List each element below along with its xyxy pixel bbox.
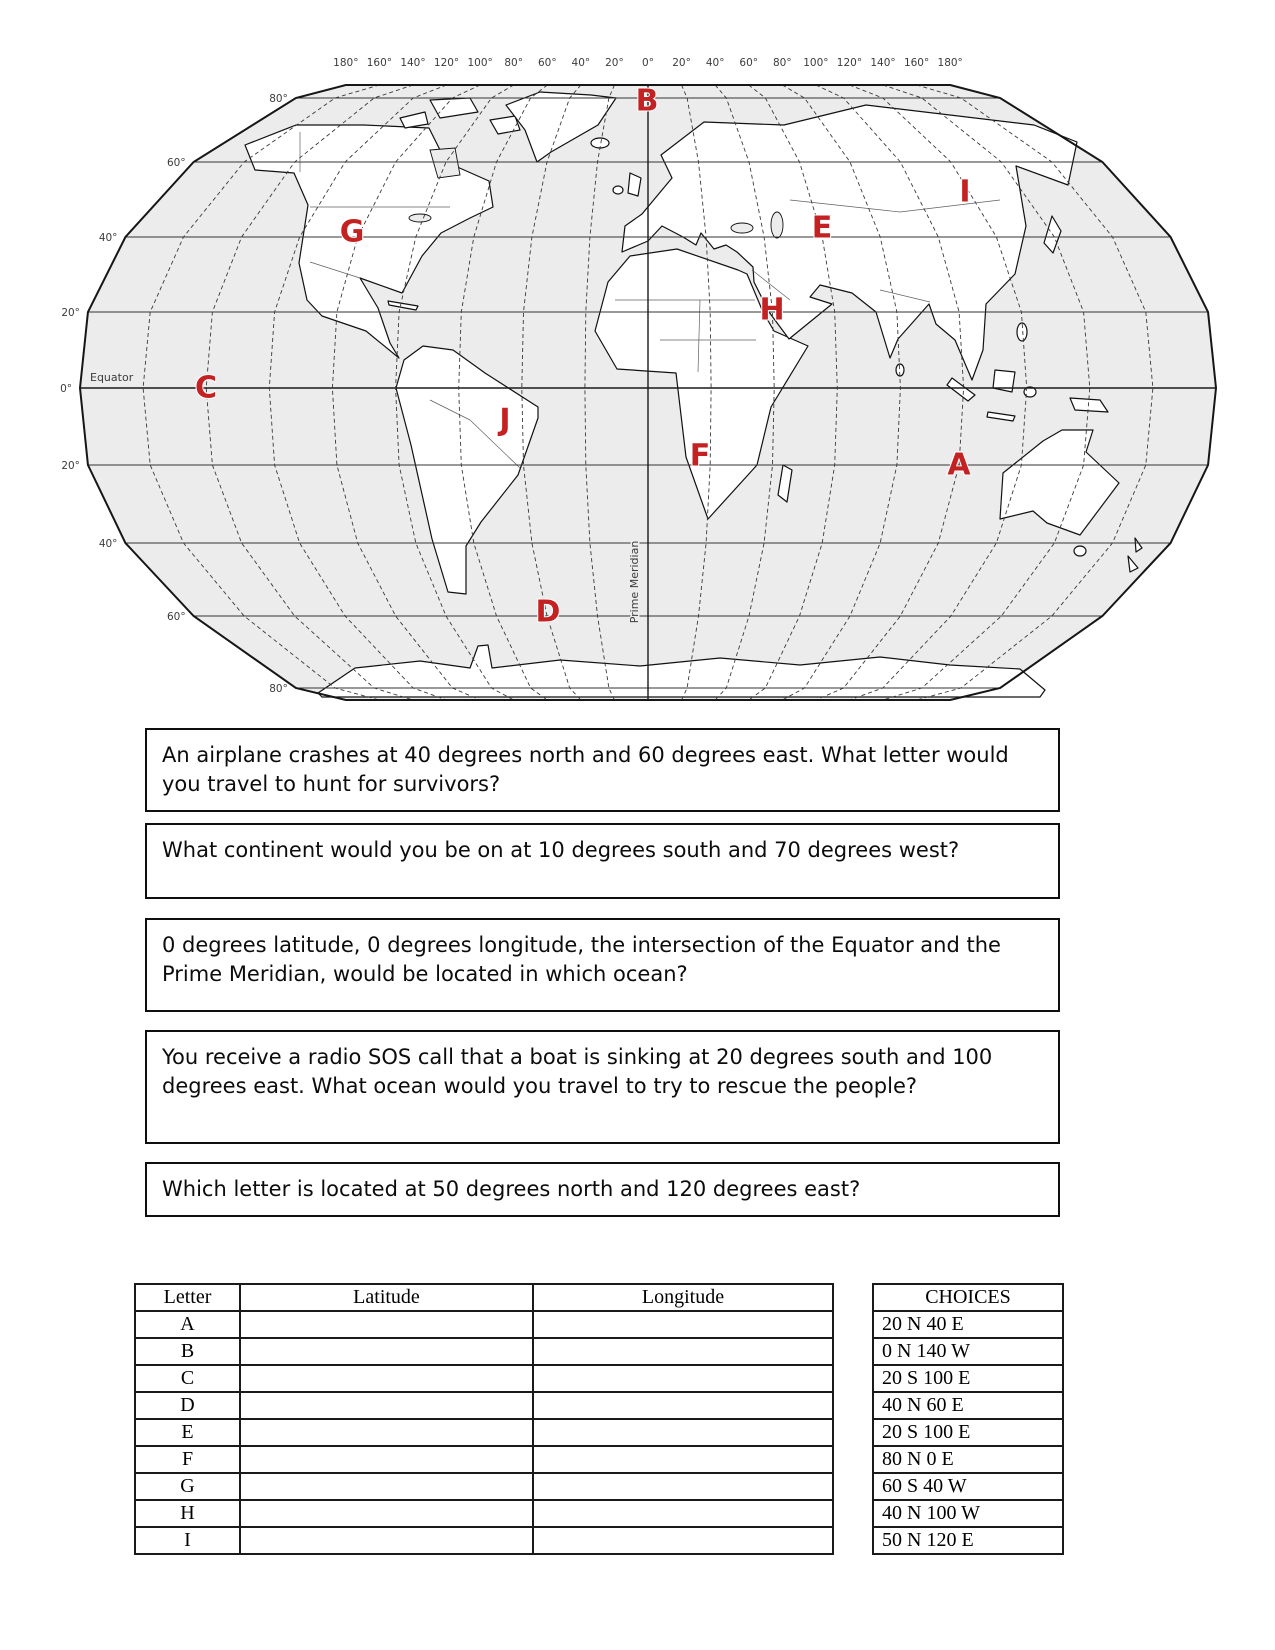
latitude-label: 20° <box>61 307 80 319</box>
longitude-blank-cell <box>533 1392 833 1419</box>
longitude-label: 100° <box>467 57 493 69</box>
map-letter-B: B <box>635 83 659 119</box>
choice-cell: 20 S 100 E <box>873 1365 1063 1392</box>
longitude-label: 120° <box>433 57 460 69</box>
answer-row-D <box>135 1392 833 1419</box>
longitude-label: 140° <box>400 57 426 69</box>
answer-row-E <box>135 1419 833 1446</box>
letter-cell: D <box>135 1392 240 1419</box>
ireland <box>613 186 623 194</box>
choice-row <box>873 1527 1063 1554</box>
latitude-blank-cell <box>240 1392 533 1419</box>
longitude-label: 40° <box>571 57 591 69</box>
letter-cell: H <box>135 1500 240 1527</box>
map-letter-H: H <box>759 292 785 328</box>
question-text: You receive a radio SOS call that a boat is sinking at 20 degrees south and 100 degrees east. What ocean would you travel to try to rescue the people? <box>162 1045 993 1098</box>
longitude-blank-cell <box>533 1473 833 1500</box>
question-box-3 <box>145 918 1060 1012</box>
longitude-label: 160° <box>366 57 393 69</box>
answer-row-A <box>135 1311 833 1338</box>
question-text: What continent would you be on at 10 degrees south and 70 degrees west? <box>162 838 960 862</box>
question-box-5 <box>145 1162 1060 1217</box>
question-box-4 <box>145 1030 1060 1144</box>
choice-cell: 50 N 120 E <box>873 1527 1063 1554</box>
question-box-1 <box>145 728 1060 812</box>
answer-row-C <box>135 1365 833 1392</box>
black-sea <box>731 223 753 233</box>
map-letter-C: C <box>194 370 218 406</box>
choice-cell: 60 S 40 W <box>873 1473 1063 1500</box>
map-letter-I: I <box>959 174 971 210</box>
answer-table-header-row <box>135 1284 833 1311</box>
prime-meridian-label: Prime Meridian <box>628 540 641 624</box>
longitude-label: 100° <box>803 57 829 69</box>
choice-row <box>873 1473 1063 1500</box>
equator-label: Equator <box>90 371 134 384</box>
answer-table <box>134 1283 834 1555</box>
choice-row <box>873 1419 1063 1446</box>
caspian-sea <box>771 212 783 238</box>
choice-row <box>873 1500 1063 1527</box>
letter-cell: I <box>135 1527 240 1554</box>
latitude-label: 20° <box>61 460 80 472</box>
longitude-blank-cell <box>533 1419 833 1446</box>
latitude-blank-cell <box>240 1311 533 1338</box>
longitude-label: 60° <box>537 57 557 69</box>
letter-cell: B <box>135 1338 240 1365</box>
map-letter-A: A <box>947 447 971 483</box>
answer-row-I <box>135 1527 833 1554</box>
question-text: Which letter is located at 50 degrees north and 120 degrees east? <box>162 1177 861 1201</box>
choice-row <box>873 1338 1063 1365</box>
tasmania <box>1074 546 1086 556</box>
choice-cell: 20 S 100 E <box>873 1419 1063 1446</box>
longitude-blank-cell <box>533 1446 833 1473</box>
question-text: 0 degrees latitude, 0 degrees longitude, the intersection of the Equator and the Prime Meridian, would be located in which ocean? <box>162 933 1001 986</box>
longitude-label: 180° <box>937 57 963 69</box>
latitude-blank-cell <box>240 1446 533 1473</box>
longitude-blank-cell <box>533 1527 833 1554</box>
choice-row <box>873 1365 1063 1392</box>
longitude-blank-cell <box>533 1338 833 1365</box>
world-map <box>0 0 1275 720</box>
choice-cell: 40 N 60 E <box>873 1392 1063 1419</box>
latitude-label: 40° <box>98 538 118 550</box>
latitude-label: 0° <box>60 383 72 395</box>
letter-cell: A <box>135 1311 240 1338</box>
question-text: An airplane crashes at 40 degrees north and 60 degrees east. What letter would you travel to hunt for survivors? <box>162 743 1009 796</box>
longitude-label: 80° <box>504 57 524 69</box>
letter-cell: F <box>135 1446 240 1473</box>
choice-cell: 20 N 40 E <box>873 1311 1063 1338</box>
longitude-label: 80° <box>772 57 792 69</box>
longitude-label: 60° <box>739 57 759 69</box>
latitude-label: 60° <box>166 611 186 623</box>
latitude-label: 80° <box>269 683 288 695</box>
column-header-latitude: Latitude <box>240 1284 533 1311</box>
map-letter-E: E <box>811 210 833 246</box>
map-letter-G: G <box>339 214 365 250</box>
question-box-2 <box>145 823 1060 899</box>
map-letter-F: F <box>689 438 711 474</box>
longitude-label: 0° <box>642 57 654 69</box>
choice-row <box>873 1392 1063 1419</box>
latitude-blank-cell <box>240 1473 533 1500</box>
longitude-label: 160° <box>903 57 930 69</box>
answer-row-H <box>135 1500 833 1527</box>
choice-cell: 80 N 0 E <box>873 1446 1063 1473</box>
column-header-letter: Letter <box>135 1284 240 1311</box>
longitude-label: 180° <box>333 57 359 69</box>
answer-row-F <box>135 1446 833 1473</box>
choice-cell: 40 N 100 W <box>873 1500 1063 1527</box>
choices-table <box>872 1283 1064 1555</box>
latitude-label: 60° <box>166 157 186 169</box>
choice-cell: 0 N 140 W <box>873 1338 1063 1365</box>
choice-row <box>873 1311 1063 1338</box>
letter-cell: C <box>135 1365 240 1392</box>
latitude-label: 80° <box>269 93 288 105</box>
latitude-blank-cell <box>240 1365 533 1392</box>
letter-cell: G <box>135 1473 240 1500</box>
longitude-label: 40° <box>705 57 725 69</box>
map-letter-D: D <box>535 594 561 630</box>
choices-header-row <box>873 1284 1063 1311</box>
longitude-blank-cell <box>533 1500 833 1527</box>
latitude-blank-cell <box>240 1338 533 1365</box>
letter-cell: E <box>135 1419 240 1446</box>
latitude-blank-cell <box>240 1419 533 1446</box>
longitude-label: 140° <box>870 57 896 69</box>
column-header-longitude: Longitude <box>533 1284 833 1311</box>
longitude-label: 20° <box>605 57 624 69</box>
latitude-blank-cell <box>240 1500 533 1527</box>
choices-header: CHOICES <box>873 1284 1063 1311</box>
great-lakes <box>409 214 431 222</box>
choice-row <box>873 1446 1063 1473</box>
longitude-label: 120° <box>836 57 863 69</box>
longitude-label: 20° <box>672 57 691 69</box>
longitude-blank-cell <box>533 1311 833 1338</box>
latitude-blank-cell <box>240 1527 533 1554</box>
latitude-label: 40° <box>98 232 118 244</box>
answer-row-G <box>135 1473 833 1500</box>
map-letter-J: J <box>499 402 511 438</box>
longitude-blank-cell <box>533 1365 833 1392</box>
answer-row-B <box>135 1338 833 1365</box>
